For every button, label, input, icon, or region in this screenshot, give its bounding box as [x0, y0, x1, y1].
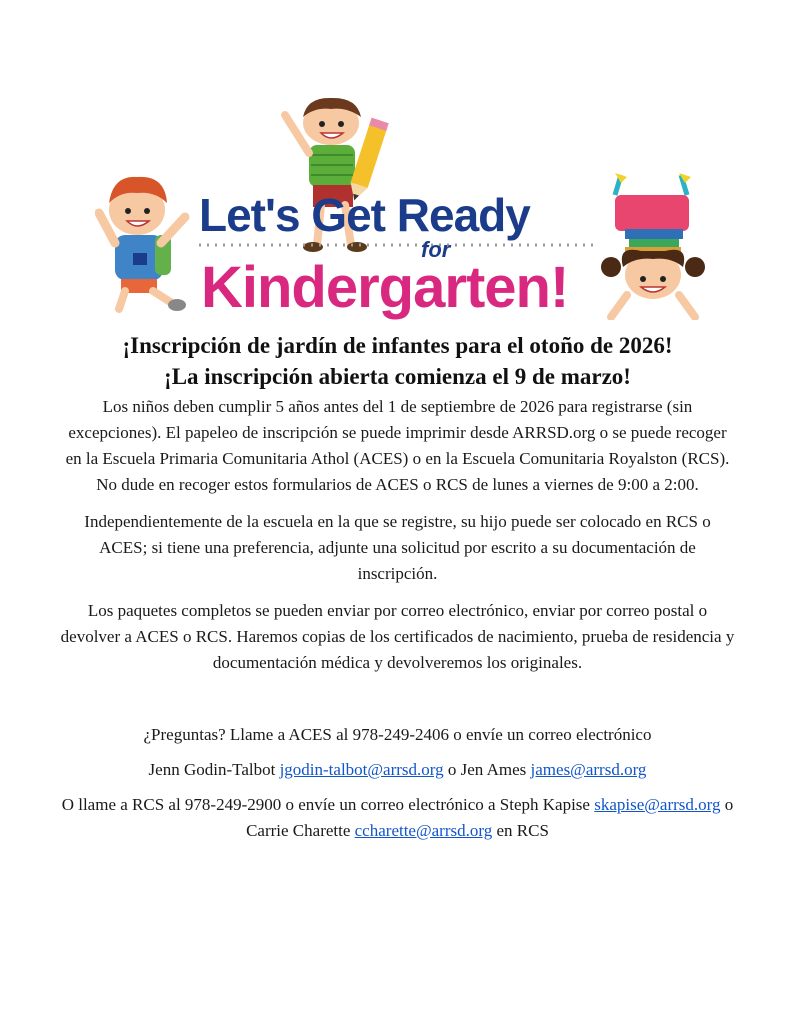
contact-separator-jen: o Jen Ames [447, 760, 527, 779]
document-body [60, 330, 735, 844]
email-link-james[interactable]: james@arrsd.org [530, 760, 647, 779]
banner-line-2: for [421, 237, 451, 262]
contact-rcs-tail: en RCS [496, 821, 549, 840]
paragraph-placement: Independientemente de la escuela en la que se registre, su hijo puede ser colocado en RCS o ACES; si tiene una preferencia, adjunte una solicitud por escrito a su documentación de inscripción. [84, 512, 711, 583]
contact-name-jenn: Jenn Godin-Talbot [148, 760, 276, 779]
paragraph-eligibility: Los niños deben cumplir 5 años antes del 1 de septiembre de 2026 para registrarse (sin excepciones). El papeleo de inscripción se puede imprimir desde ARRSD.org o se puede recoger en la Escuela Primaria Comunitaria Athol (ACES) o en la Escuela Comunitaria Royalston (RCS). No dude en recoger estos formularios de ACES o RCS de lunes a viernes de 9:00 a 2:00. [65, 397, 730, 494]
right-girl-illustration [601, 173, 705, 317]
email-link-ccharette[interactable]: ccharette@arrsd.org [354, 821, 493, 840]
left-boy-illustration [99, 177, 186, 311]
contact-line-aces: ¿Preguntas? Llame a ACES al 978-249-2406 o envíe un correo electrónico [143, 725, 652, 744]
heading-line-1: ¡Inscripción de jardín de infantes para el otoño de 2026! [122, 333, 673, 358]
email-link-jgodin-talbot[interactable]: jgodin-talbot@arrsd.org [279, 760, 444, 779]
email-link-skapise[interactable]: skapise@arrsd.org [594, 795, 721, 814]
contact-rcs-text: O llame a RCS al 978-249-2900 o envíe un correo electrónico a Steph Kapise [61, 795, 590, 814]
contact-line-rcs [60, 792, 735, 844]
banner-line-1: Let's Get Ready [199, 189, 530, 241]
paragraph-submission: Los paquetes completos se pueden enviar por correo electrónico, enviar por correo postal o devolver a ACES o RCS. Haremos copias de los certificados de nacimiento, prueba de residencia y documentación médica y devolveremos los originales. [60, 601, 735, 672]
kindergarten-banner [95, 95, 705, 320]
heading-line-2: ¡La inscripción abierta comienza el 9 de marzo! [164, 364, 631, 389]
banner-line-3: Kindergarten! [201, 255, 569, 320]
contact-separator-carrie: o Carrie Charette [246, 795, 734, 840]
contact-line-aces-emails [60, 757, 735, 783]
